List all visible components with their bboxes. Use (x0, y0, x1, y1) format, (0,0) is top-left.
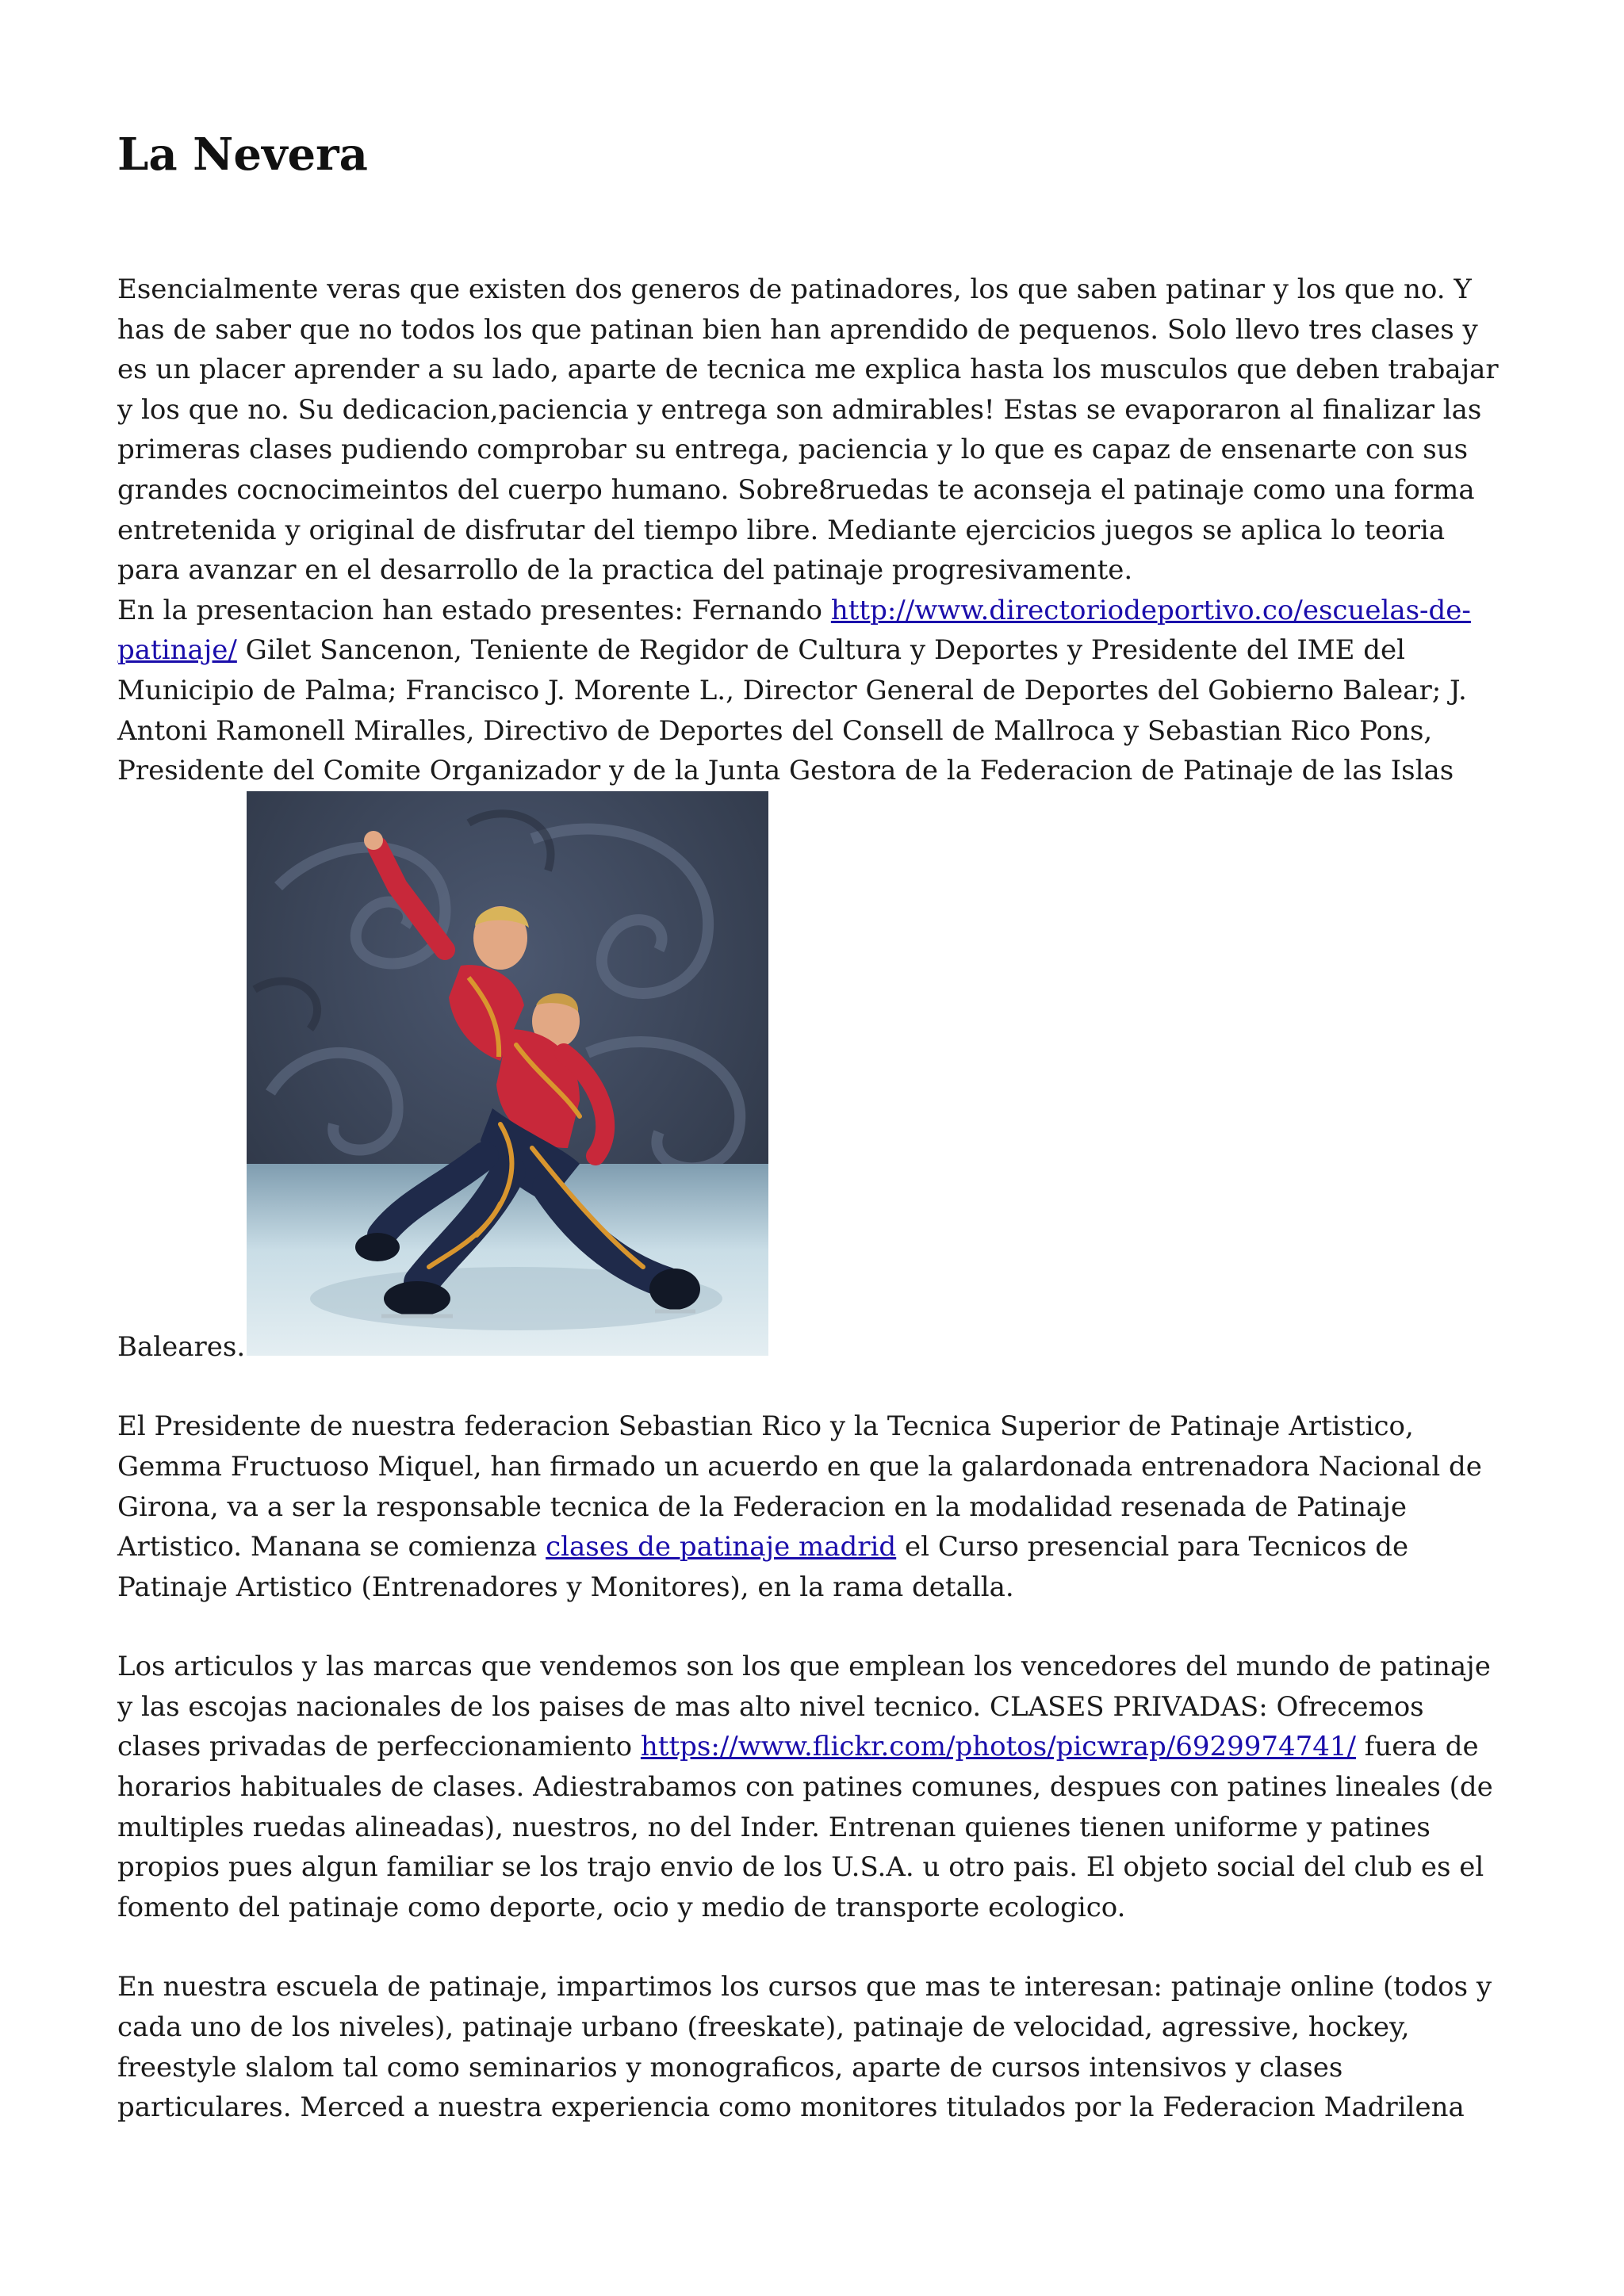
paragraph-text: En la presentacion han estado presentes: Fernando (117, 594, 831, 626)
paragraph-presentation (117, 591, 1513, 1368)
clases-patinaje-madrid-link[interactable]: clases de patinaje madrid (546, 1531, 897, 1563)
flickr-photo-link[interactable]: https://www.flickr.com/photos/picwrap/6929974741/ (640, 1731, 1356, 1763)
paragraph-text: fuera de horarios habituales de clases. Adiestrabamos con patines comunes, despues con patines lineales (de multiples ruedas alineadas), nuestros, no del Inder. Entrenan quienes tienen uniforme y patines propios pues algun familiar se los trajo envio de los U.S.A. u otro pais. El objeto social del club es el fomento del patinaje como deporte, ocio y medio de transporte ecologico. (117, 1731, 1493, 1923)
directorio-deportivo-link[interactable]: http://www.directoriodeportivo.co/escuelas-de-patinaje/ (117, 594, 1471, 667)
paragraph-text: El Presidente de nuestra federacion Sebastian Rico y la Tecnica Superior de Patinaje Artistico, Gemma Fructuoso Miquel, han firmado un acuerdo en que la galardonada entrenadora Nacional de Girona, va a ser la responsable tecnica de la Federacion en la modalidad resenada de Patinaje Artistico. Manana se comienza (117, 1410, 1482, 1563)
paragraph-text: el Curso presencial para Tecnicos de Patinaje Artistico (Entrenadores y Monitores), en la rama detalla. (117, 1531, 1409, 1603)
paragraph-text: Gilet Sancenon, Teniente de Regidor de Cultura y Deportes y Presidente del IME del Municipio de Palma; Francisco J. Morente L., Director General de Deportes del Gobierno Balear; J. Antoni Ramonell Miralles, Directivo de Deportes del Consell de Mallroca y Sebastian Rico Pons, Presidente del Comite Organizador y de la Junta Gestora de la Federacion de Patinaje de las Islas Baleares. (117, 634, 1467, 1363)
page-title: La Nevera (117, 128, 368, 181)
paragraph-articles (117, 1647, 1513, 1927)
paragraph-intro: Esencialmente veras que existen dos generos de patinadores, los que saben patinar y los que no. Y has de saber que no todos los que patinan bien han aprendido de pequenos. Solo llevo tres clases y es un placer aprender a su lado, aparte de tecnica me explica hasta los musculos que deben trabajar y los que no. Su dedicacion,paciencia y entrega son admirables! Estas se evaporaron al finalizar las primeras clases pudiendo comprobar su entrega, paciencia y lo que es capaz de ensenarte con sus grandes cocnocimeintos del cuerpo humano. Sobre8ruedas te aconseja el patinaje como una forma entretenida y original de disfrutar del tiempo libre. Mediante ejercicios juegos se aplica lo teoria para avanzar en el desarrollo de la practica del patinaje progresivamente. (117, 274, 1499, 587)
paragraph-agreement (117, 1406, 1513, 1607)
paragraph-text: Los articulos y las marcas que vendemos son los que emplean los vencedores del mundo de patinaje y las escojas nacionales de los paises de mas alto nivel tecnico. CLASES PRIVADAS: Ofrecemos clases privadas de perfeccionamiento (117, 1651, 1491, 1763)
document-page (117, 0, 1513, 2128)
figure-skating-pair-icon (247, 791, 768, 1356)
figure-skating-pair-photo (247, 791, 768, 1356)
paragraph-school: En nuestra escuela de patinaje, impartimos los cursos que mas te interesan: patinaje online (todos y cada uno de los niveles), patinaje urbano (freeskate), patinaje de velocidad, agressive, hockey, freestyle slalom tal como seminarios y monograficos, aparte de cursos intensivos y clases particulares. Merced a nuestra experiencia como monitores titulados por la Federacion Madrilena (117, 1971, 1492, 2124)
